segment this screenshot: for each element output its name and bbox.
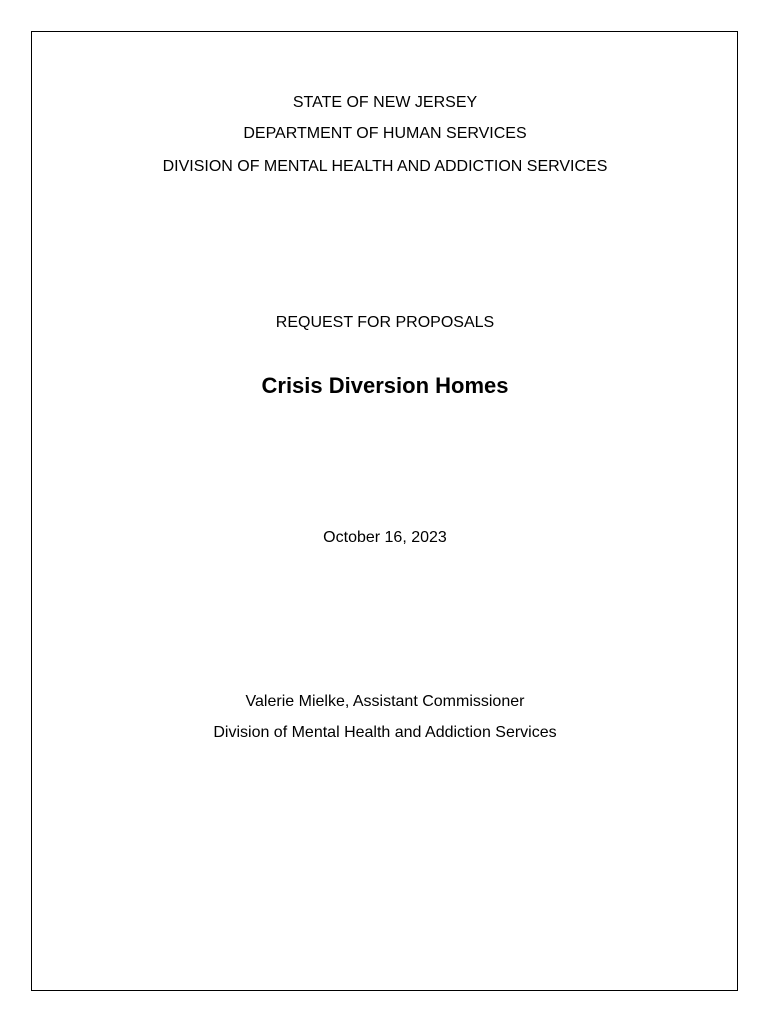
state-name: STATE OF NEW JERSEY bbox=[292, 94, 478, 111]
document-type: REQUEST FOR PROPOSALS bbox=[275, 314, 495, 331]
division-name: DIVISION OF MENTAL HEALTH AND ADDICTION SERVICES bbox=[162, 158, 608, 175]
department-name: DEPARTMENT OF HUMAN SERVICES bbox=[243, 125, 527, 142]
signatory-division: Division of Mental Health and Addiction Services bbox=[213, 724, 557, 741]
document-title: Crisis Diversion Homes bbox=[261, 373, 509, 398]
document-date: October 16, 2023 bbox=[323, 529, 447, 546]
signatory-name: Valerie Mielke, Assistant Commissioner bbox=[245, 693, 525, 710]
